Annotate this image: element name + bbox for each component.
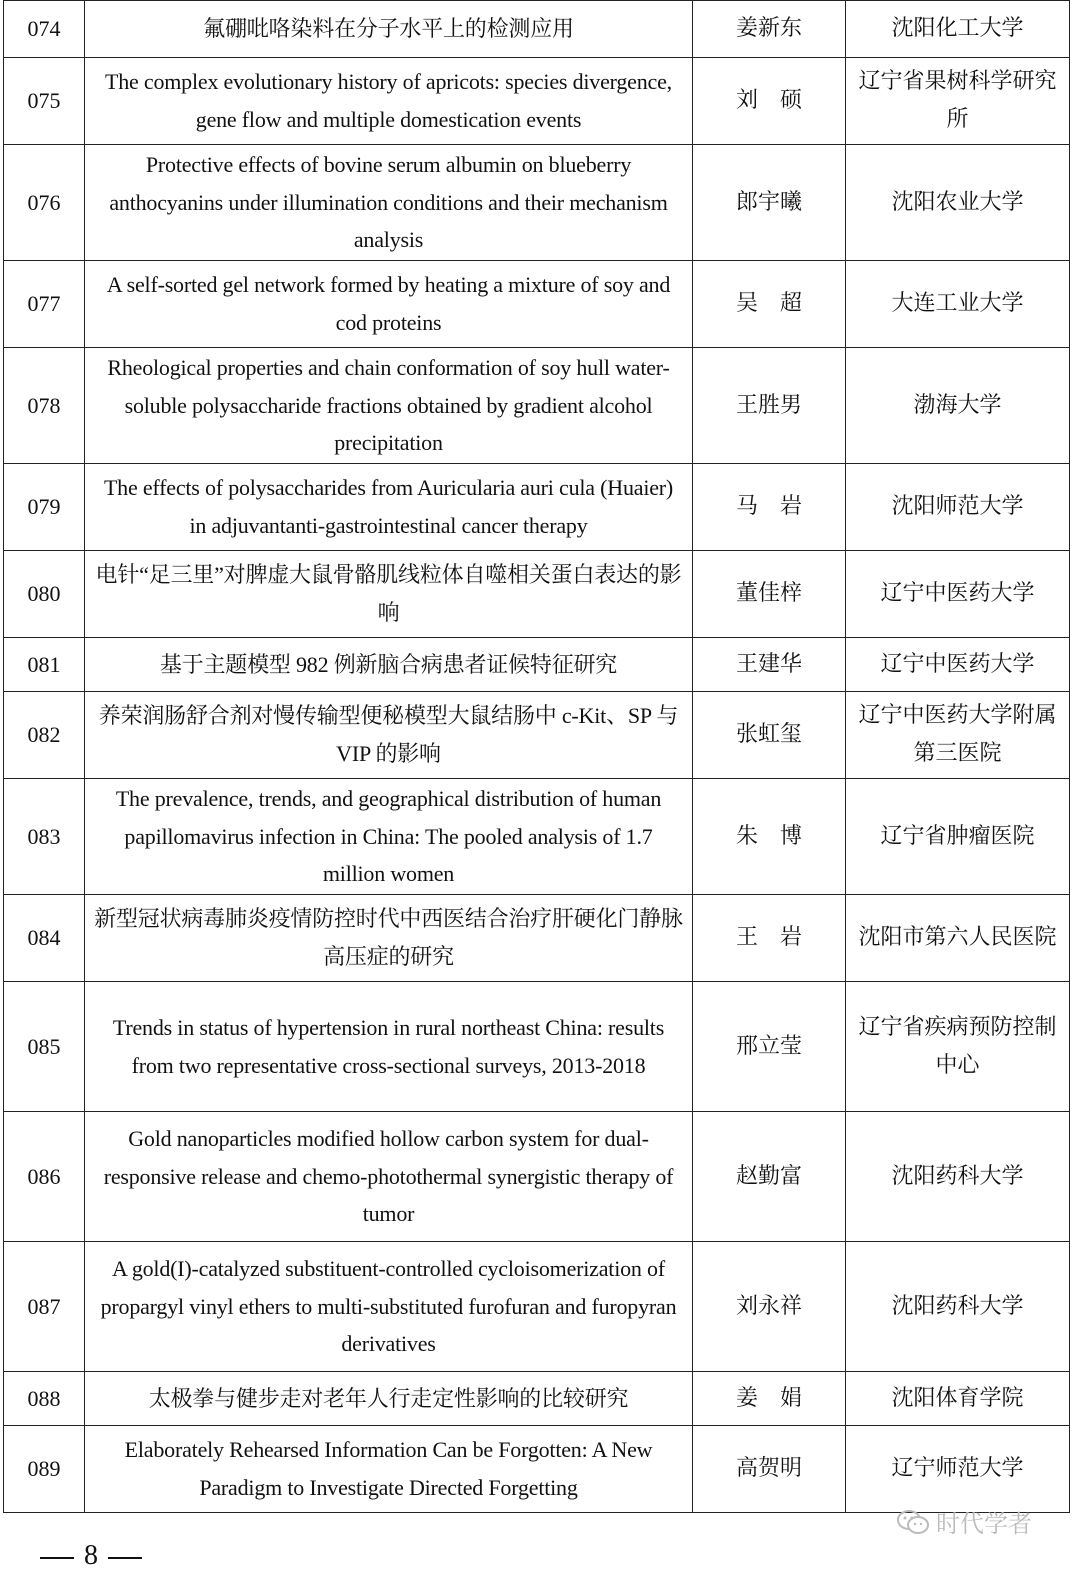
row-number: 074 (4, 1, 85, 58)
wechat-icon (896, 1509, 930, 1535)
institution: 辽宁省肿瘤医院 (846, 779, 1070, 895)
paper-title: A gold(I)-catalyzed substituent-controlled cycloisomerization of propargyl vinyl ethers to multi-substituted furofuran and furopyran derivatives (85, 1242, 693, 1372)
row-number: 083 (4, 779, 85, 895)
author-name: 马 岩 (693, 464, 846, 551)
table-row (4, 261, 1070, 348)
institution: 辽宁中医药大学 (846, 638, 1070, 692)
row-number: 080 (4, 551, 85, 638)
paper-title: 氟硼吡咯染料在分子水平上的检测应用 (85, 1, 693, 58)
table-row (4, 895, 1070, 982)
row-number: 082 (4, 692, 85, 779)
institution: 沈阳体育学院 (846, 1372, 1070, 1426)
row-number: 089 (4, 1426, 85, 1513)
awards-table (3, 0, 1070, 1513)
author-name: 刘永祥 (693, 1242, 846, 1372)
paper-title: 养荣润肠舒合剂对慢传输型便秘模型大鼠结肠中 c-Kit、SP 与 VIP 的影响 (85, 692, 693, 779)
row-number: 075 (4, 58, 85, 145)
paper-title: A self-sorted gel network formed by heating a mixture of soy and cod proteins (85, 261, 693, 348)
table-row (4, 1, 1070, 58)
table-row (4, 692, 1070, 779)
paper-title: Elaborately Rehearsed Information Can be Forgotten: A New Paradigm to Investigate Directed Forgetting (85, 1426, 693, 1513)
institution: 沈阳市第六人民医院 (846, 895, 1070, 982)
row-number: 085 (4, 982, 85, 1112)
paper-title: 电针“足三里”对脾虚大鼠骨骼肌线粒体自噬相关蛋白表达的影响 (85, 551, 693, 638)
table-row (4, 779, 1070, 895)
institution: 辽宁中医药大学 (846, 551, 1070, 638)
paper-title: Gold nanoparticles modified hollow carbon system for dual-responsive release and chemo-photothermal synergistic therapy of tumor (85, 1112, 693, 1242)
institution: 辽宁师范大学 (846, 1426, 1070, 1513)
table-row (4, 1426, 1070, 1513)
row-number: 077 (4, 261, 85, 348)
table-row (4, 982, 1070, 1112)
institution: 沈阳药科大学 (846, 1112, 1070, 1242)
paper-title: Rheological properties and chain conformation of soy hull water-soluble polysaccharide fractions obtained by gradient alcohol precipitation (85, 348, 693, 464)
table-row (4, 1372, 1070, 1426)
table-row (4, 638, 1070, 692)
author-name: 张虹玺 (693, 692, 846, 779)
paper-title: 基于主题模型 982 例新脑合病患者证候特征研究 (85, 638, 693, 692)
author-name: 姜 娟 (693, 1372, 846, 1426)
institution: 沈阳师范大学 (846, 464, 1070, 551)
paper-title: The prevalence, trends, and geographical distribution of human papillomavirus infection in China: The pooled analysis of 1.7 million women (85, 779, 693, 895)
institution: 大连工业大学 (846, 261, 1070, 348)
page-number: 8 (84, 1540, 98, 1571)
table-row (4, 145, 1070, 261)
institution: 沈阳农业大学 (846, 145, 1070, 261)
author-name: 姜新东 (693, 1, 846, 58)
author-name: 郎宇曦 (693, 145, 846, 261)
row-number: 078 (4, 348, 85, 464)
watermark (896, 1504, 1032, 1539)
paper-title: Protective effects of bovine serum albumin on blueberry anthocyanins under illumination conditions and their mechanism analysis (85, 145, 693, 261)
table-row (4, 348, 1070, 464)
row-number: 086 (4, 1112, 85, 1242)
watermark-text: 时代学者 (936, 1510, 1032, 1538)
row-number: 084 (4, 895, 85, 982)
table-row (4, 464, 1070, 551)
institution: 沈阳药科大学 (846, 1242, 1070, 1372)
paper-title: The complex evolutionary history of apricots: species divergence, gene flow and multiple domestication events (85, 58, 693, 145)
author-name: 刘 硕 (693, 58, 846, 145)
paper-title: 新型冠状病毒肺炎疫情防控时代中西医结合治疗肝硬化门静脉高压症的研究 (85, 895, 693, 982)
paper-title: Trends in status of hypertension in rural northeast China: results from two representative cross-sectional surveys, 2013-2018 (85, 982, 693, 1112)
table-row (4, 1242, 1070, 1372)
author-name: 邢立莹 (693, 982, 846, 1112)
institution: 沈阳化工大学 (846, 1, 1070, 58)
author-name: 王建华 (693, 638, 846, 692)
footer-dash-left (40, 1557, 74, 1559)
paper-title: The effects of polysaccharides from Auricularia auri cula (Huaier) in adjuvantanti-gastrointestinal cancer therapy (85, 464, 693, 551)
institution: 辽宁中医药大学附属第三医院 (846, 692, 1070, 779)
institution: 辽宁省疾病预防控制中心 (846, 982, 1070, 1112)
row-number: 079 (4, 464, 85, 551)
author-name: 董佳梓 (693, 551, 846, 638)
author-name: 王 岩 (693, 895, 846, 982)
table-row (4, 551, 1070, 638)
table-row (4, 58, 1070, 145)
row-number: 081 (4, 638, 85, 692)
institution: 辽宁省果树科学研究所 (846, 58, 1070, 145)
paper-title: 太极拳与健步走对老年人行走定性影响的比较研究 (85, 1372, 693, 1426)
author-name: 吴 超 (693, 261, 846, 348)
author-name: 王胜男 (693, 348, 846, 464)
institution: 渤海大学 (846, 348, 1070, 464)
page-footer (30, 1540, 152, 1572)
footer-dash-right (108, 1557, 142, 1559)
table-row (4, 1112, 1070, 1242)
row-number: 087 (4, 1242, 85, 1372)
row-number: 076 (4, 145, 85, 261)
author-name: 朱 博 (693, 779, 846, 895)
author-name: 赵勤富 (693, 1112, 846, 1242)
author-name: 高贺明 (693, 1426, 846, 1513)
awards-table-body (4, 1, 1070, 1513)
row-number: 088 (4, 1372, 85, 1426)
